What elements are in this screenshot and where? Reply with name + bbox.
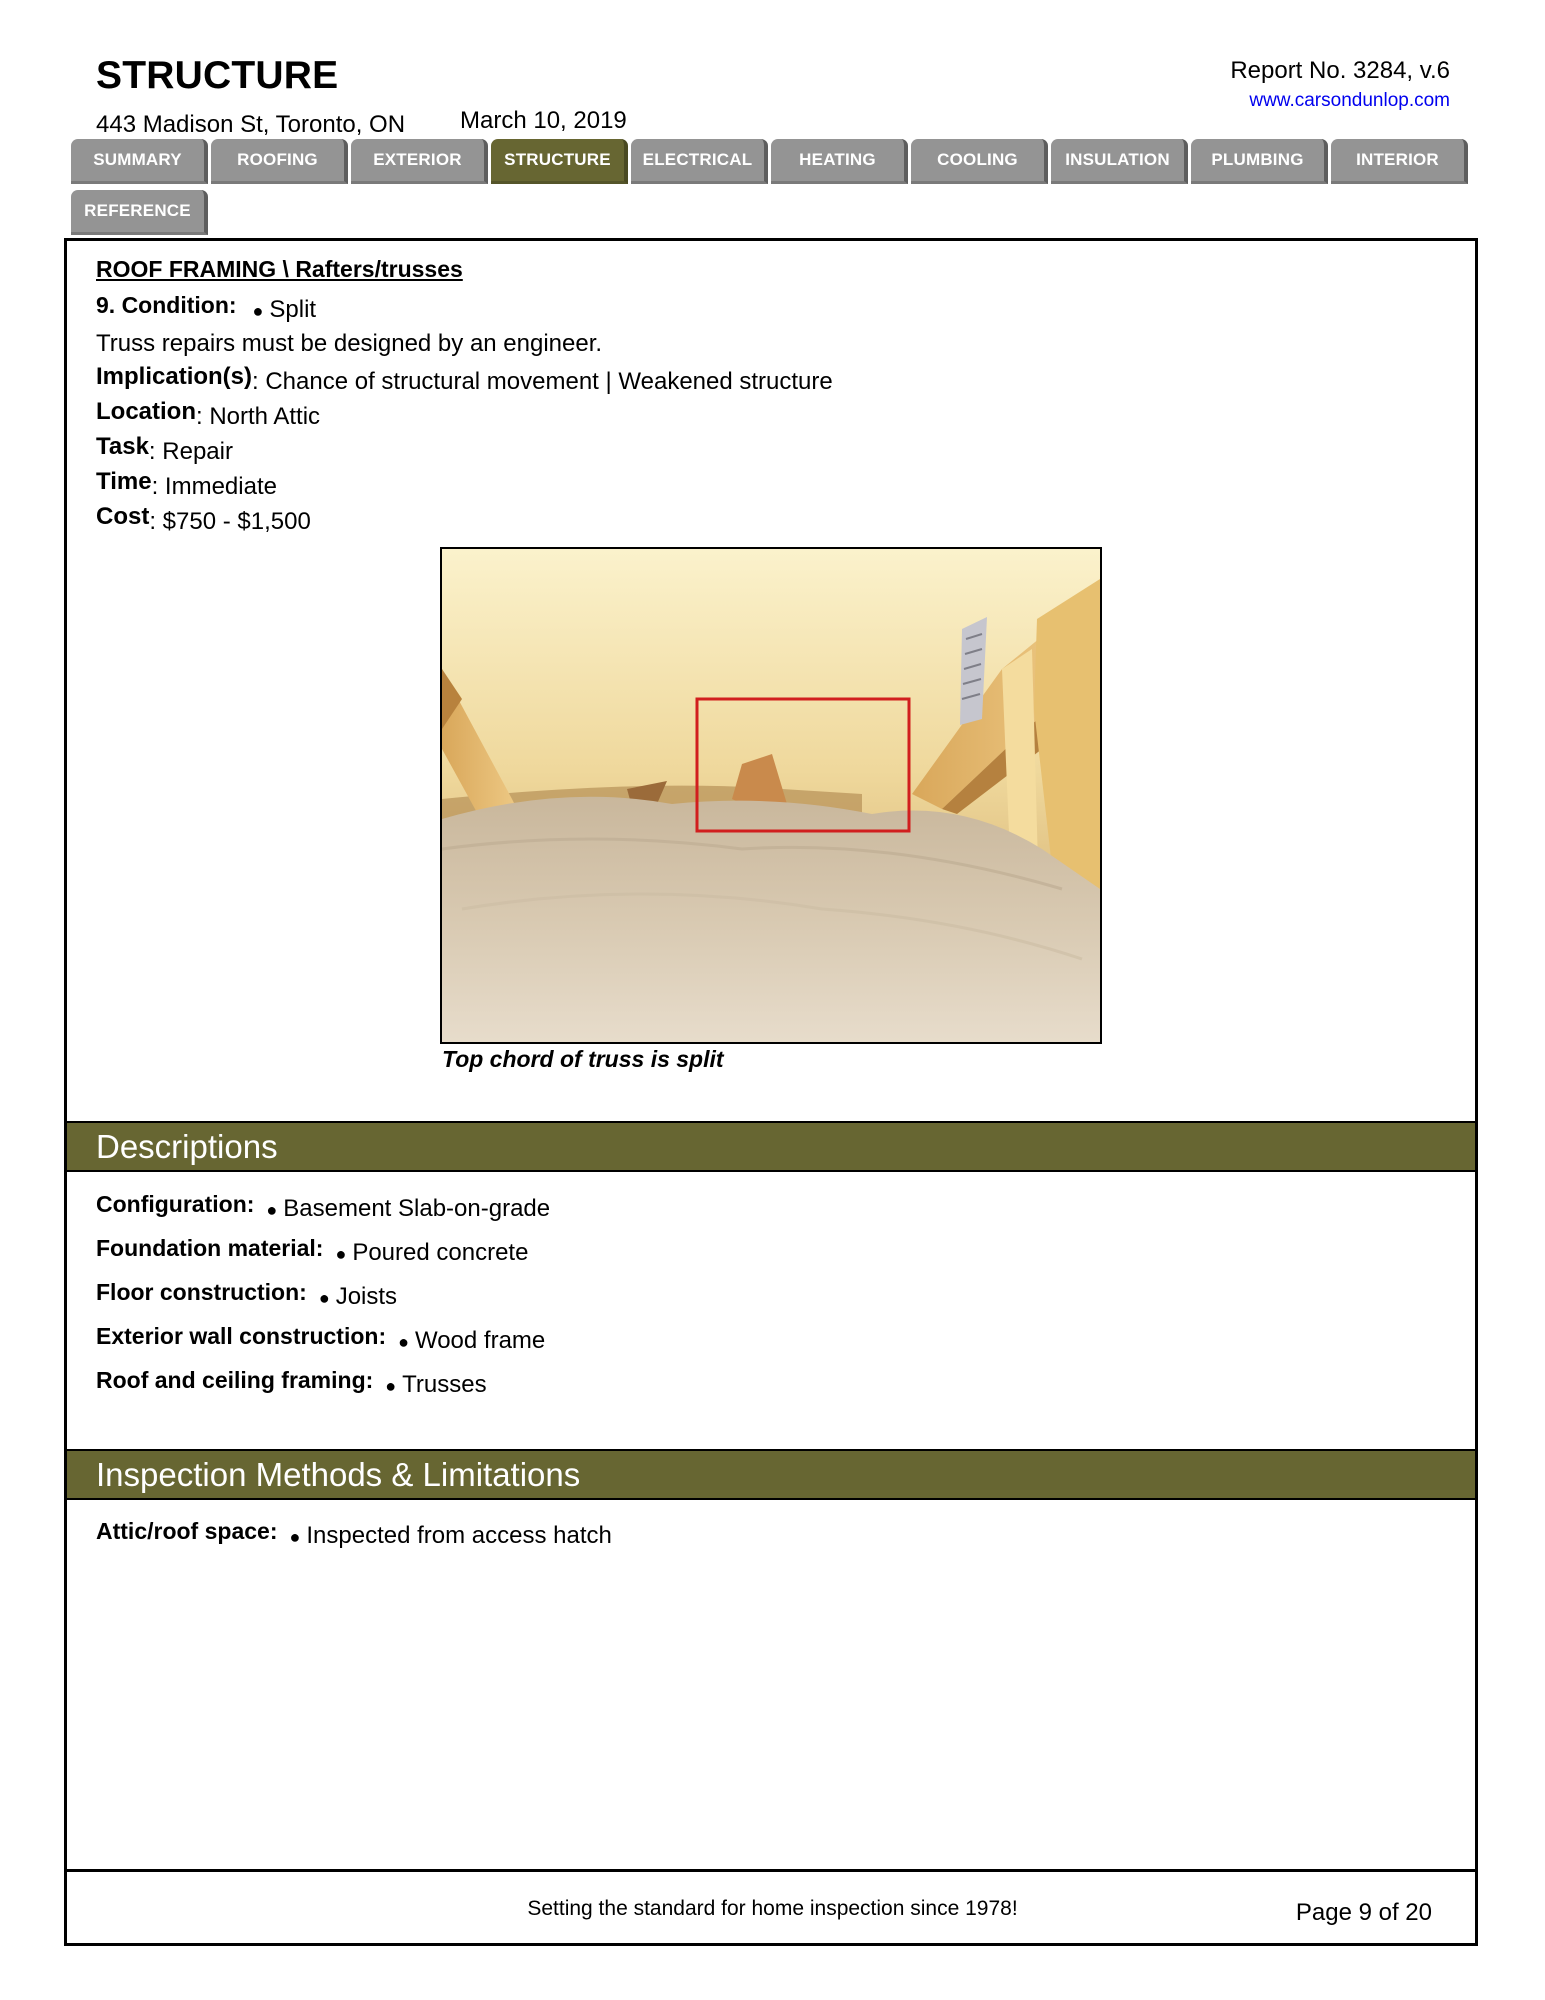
photo-caption: Top chord of truss is split: [442, 1046, 724, 1072]
footer-divider: [64, 1869, 1478, 1872]
truss-photo: [440, 547, 1102, 1044]
tab-cooling[interactable]: COOLING: [911, 139, 1048, 184]
tab-exterior[interactable]: EXTERIOR: [351, 139, 488, 184]
page-title: STRUCTURE: [96, 54, 339, 97]
implications-row: [96, 363, 833, 395]
desc-label: Floor construction:: [96, 1279, 307, 1305]
bullet-icon: ●: [318, 1288, 330, 1308]
desc-exterior-wall: [96, 1323, 546, 1354]
website-link[interactable]: www.carsondunlop.com: [1249, 90, 1450, 111]
tab-electrical[interactable]: ELECTRICAL: [631, 139, 768, 184]
task-value: : Repair: [148, 438, 233, 465]
attic-truss-image: [442, 549, 1100, 1042]
desc-floor-construction: [96, 1279, 398, 1310]
time-row: [96, 468, 277, 500]
report-number: Report No. 3284, v.6: [1230, 57, 1450, 84]
desc-value: Wood frame: [414, 1327, 546, 1354]
task-row: [96, 433, 233, 465]
desc-value: Joists: [335, 1283, 398, 1310]
location-label: Location: [96, 398, 196, 425]
tab-summary[interactable]: SUMMARY: [71, 139, 208, 184]
location-value: : North Attic: [196, 403, 321, 430]
limitation-label: Attic/roof space:: [96, 1518, 278, 1544]
bullet-icon: ●: [398, 1332, 409, 1352]
tab-bar: [71, 139, 1468, 184]
limitation-attic: [96, 1518, 612, 1549]
tab-insulation[interactable]: INSULATION: [1051, 139, 1188, 184]
cost-label: Cost: [96, 503, 150, 530]
tab-structure[interactable]: STRUCTURE: [491, 139, 628, 184]
desc-value: Basement Slab-on-grade: [283, 1195, 551, 1222]
condition-value: Split: [269, 296, 317, 323]
inspection-date: March 10, 2019: [460, 107, 627, 134]
condition-row: [96, 292, 317, 323]
implications-value: : Chance of structural movement | Weakened structure: [252, 368, 833, 395]
tab-heating[interactable]: HEATING: [771, 139, 908, 184]
cost-value: : $750 - $1,500: [149, 508, 311, 535]
tab-reference[interactable]: REFERENCE: [71, 190, 208, 235]
tab-bar-row-2: [71, 190, 208, 235]
descriptions-header: Descriptions: [67, 1121, 1475, 1172]
bullet-icon: ●: [289, 1527, 301, 1547]
page-number: Page 9 of 20: [1295, 1899, 1432, 1926]
issue-heading: ROOF FRAMING \ Rafters/trusses: [96, 256, 463, 282]
property-address: 443 Madison St, Toronto, ON: [96, 111, 406, 138]
engineer-note: Truss repairs must be designed by an engineer.: [96, 330, 603, 357]
bullet-icon: ●: [266, 1200, 278, 1220]
bullet-icon: ●: [252, 301, 264, 321]
location-row: [96, 398, 321, 430]
implications-label: Implication(s): [96, 363, 253, 390]
tab-interior[interactable]: INTERIOR: [1331, 139, 1468, 184]
task-label: Task: [96, 433, 149, 460]
tab-plumbing[interactable]: PLUMBING: [1191, 139, 1328, 184]
footer-tagline: Setting the standard for home inspection since 1978!: [527, 1897, 1018, 1920]
tab-roofing[interactable]: ROOFING: [211, 139, 348, 184]
desc-configuration: [96, 1191, 551, 1222]
desc-label: Foundation material:: [96, 1235, 324, 1261]
desc-label: Configuration:: [96, 1191, 255, 1217]
desc-foundation-material: [96, 1235, 529, 1266]
desc-roof-ceiling-framing: [96, 1367, 487, 1398]
cost-row: [96, 503, 311, 535]
condition-label: 9. Condition:: [96, 292, 237, 318]
bullet-icon: ●: [335, 1244, 347, 1264]
limitation-value: Inspected from access hatch: [306, 1522, 612, 1549]
limitations-header: Inspection Methods & Limitations: [67, 1449, 1475, 1500]
desc-value: Trusses: [402, 1371, 487, 1398]
desc-value: Poured concrete: [352, 1239, 529, 1266]
desc-label: Roof and ceiling framing:: [96, 1367, 374, 1393]
desc-label: Exterior wall construction:: [96, 1323, 387, 1349]
time-value: : Immediate: [151, 473, 277, 500]
bullet-icon: ●: [385, 1376, 397, 1396]
time-label: Time: [96, 468, 152, 495]
